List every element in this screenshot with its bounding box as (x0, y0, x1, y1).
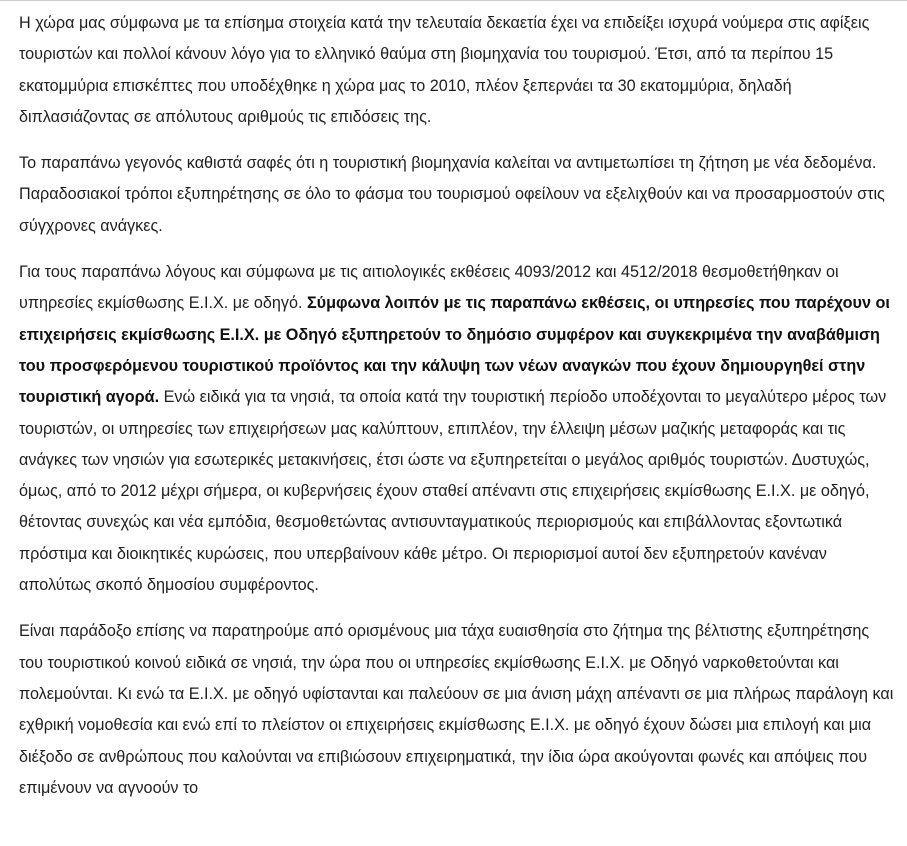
paragraph-text: Ενώ ειδικά για τα νησιά, τα οποία κατά την τουριστική περίοδο υποδέχονται το μεγαλύτερο μέρος των τουριστών, οι υπηρεσίες των επιχειρήσεων μας καλύπτουν, επιπλέον, την έλλειψη μέσων μαζικής μεταφοράς και τις ανάγκες των νησιών για εσωτερικές μετακινήσεις, έτσι ώστε να εξυπηρετείται ο μεγάλος αριθμός τουριστών. Δυστυχώς, όμως, από το 2012 μέχρι σήμερα, οι κυβερνήσεις έχουν σταθεί απέναντι στις επιχειρήσεις εκμίσθωσης Ε.Ι.Χ. με οδηγό, θέτοντας συνεχώς και νέα εμπόδια, θεσμοθετώντας αντισυνταγματικούς περιορισμούς και επιβάλλοντας εξοντωτικά πρόστιμα και διοικητικές κυρώσεις, που υπερβαίνουν κάθε μέτρο. Οι περιορισμοί αυτοί δεν εξυπηρετούν κανέναν απολύτως σκοπό δημοσίου συμφέροντος. (19, 388, 887, 595)
paragraph-text: Η χώρα μας σύμφωνα με τα επίσημα στοιχεία κατά την τελευταία δεκαετία έχει να επιδείξει ισχυρά νούμερα στις αφίξεις τουριστών και πολλοί κάνουν λόγο για το ελληνικό θαύμα στη βιομηχανία του τουρισμού. Έτσι, από τα περίπου 15 εκατομμύρια επισκέπτες που υποδέχθηκε η χώρα μας το 2010, πλέον ξεπερνάει τα 30 εκατομμύρια, δηλαδή διπλασιάζοντας σε απόλυτους αριθμούς τις επιδόσεις της. (19, 14, 870, 126)
article-body (19, 0, 894, 819)
article-paragraph (19, 8, 894, 133)
article-paragraph (19, 148, 894, 242)
paragraph-text: Το παραπάνω γεγονός καθιστά σαφές ότι η τουριστική βιομηχανία καλείται να αντιμετωπίσει τη ζήτηση με νέα δεδομένα. Παραδοσιακοί τρόποι εξυπηρέτησης σε όλο το φάσμα του τουρισμού οφείλουν να εξελιχθούν και να προσαρμοστούν στις σύγχρονες ανάγκες. (19, 154, 885, 235)
paragraph-bold-text: Σύμφωνα λοιπόν με τις παραπάνω εκθέσεις, οι υπηρεσίες που παρέχουν οι επιχειρήσεις εκμίσθωσης Ε.Ι.Χ. με Οδηγό εξυπηρετούν το δημόσιο συμφέρον και συγκεκριμένα την αναβάθμιση του προσφερόμενου τουριστικού προϊόντος και την κάλυψη των νέων αναγκών που έχουν δημιουργηθεί στην τουριστική αγορά. (19, 294, 890, 407)
article-paragraph (19, 257, 894, 601)
paragraph-text: Για τους παραπάνω λόγους και σύμφωνα με τις αιτιολογικές εκθέσεις 4093/2012 και 4512/2018 θεσμοθετήθηκαν οι υπηρεσίες εκμίσθωσης Ε.Ι.Χ. με οδηγό. (19, 263, 839, 313)
article-paragraph (19, 616, 894, 804)
paragraph-text: Είναι παράδοξο επίσης να παρατηρούμε από ορισμένους μια τάχα ευαισθησία στο ζήτημα της βέλτιστης εξυπηρέτησης του τουριστικού κοινού ειδικά σε νησιά, την ώρα που οι υπηρεσίες εκμίσθωσης Ε.Ι.Χ. με Οδηγό ναρκοθετούνται και πολεμούνται. Κι ενώ τα Ε.Ι.Χ. με οδηγό υφίστανται και παλεύουν σε μια άνιση μάχη απέναντι σε μια πλήρως παράλογη και εχθρική νομοθεσία και ενώ επί το πλείστον οι επιχειρήσεις εκμίσθωσης Ε.Ι.Χ. με οδηγό έχουν δώσει μια επιλογή και μια διέξοδο σε ανθρώπους που καλούνται να επιβιώσουν επιχειρηματικά, την ίδια ώρα ακούγονται φωνές και απόψεις που επιμένουν να αγνοούν το (19, 622, 894, 797)
